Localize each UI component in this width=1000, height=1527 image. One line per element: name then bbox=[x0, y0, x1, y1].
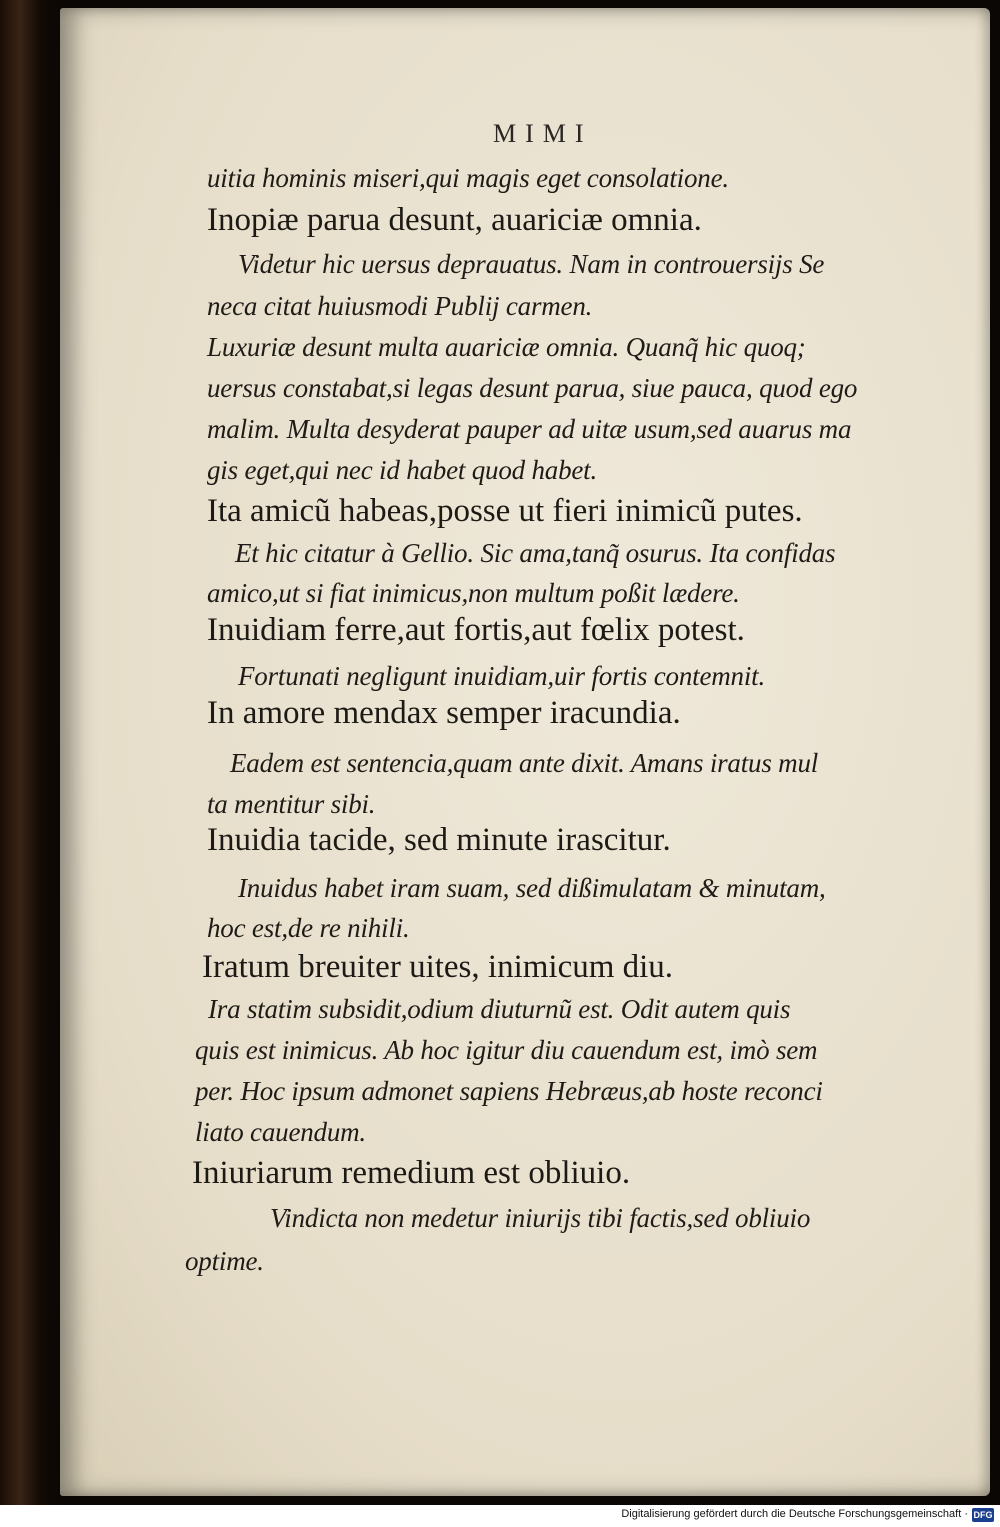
commentary-line: Luxuriæ desunt multa auariciæ omnia. Quanq̃ hic quoq; bbox=[207, 332, 806, 362]
commentary-line: Eadem est sentencia,quam ante dixit. Amans iratus mul bbox=[230, 748, 819, 778]
verse-line: Iratum breuiter uites, inimicum diu. bbox=[202, 949, 674, 985]
commentary-line: uitia hominis miseri,qui magis eget consolatione. bbox=[207, 163, 729, 193]
funding-credit: Digitalisierung gefördert durch die Deutsche Forschungsgemeinschaft · bbox=[621, 1508, 968, 1520]
commentary-line: malim. Multa desyderat pauper ad uitæ usum,sed auarus ma bbox=[207, 414, 852, 444]
verse-line: Inopiæ parua desunt, auariciæ omnia. bbox=[207, 202, 702, 238]
commentary-line: Ira statim subsidit,odium diuturnũ est. Odit autem quis bbox=[208, 994, 791, 1024]
verse-line: Inuidiam ferre,aut fortis,aut fœlix potest. bbox=[207, 612, 745, 648]
verse-line: Ita amicũ habeas,posse ut fieri inimicũ putes. bbox=[207, 493, 803, 529]
commentary-line: liato cauendum. bbox=[195, 1117, 366, 1147]
commentary-line: ta mentitur sibi. bbox=[207, 789, 376, 819]
commentary-line: neca citat huiusmodi Publij carmen. bbox=[207, 291, 593, 321]
running-head: MIMI bbox=[493, 119, 593, 148]
commentary-line: Vindicta non medetur iniurijs tibi factis,sed obliuio bbox=[270, 1203, 811, 1233]
page-text-block bbox=[60, 8, 990, 1496]
commentary-line: Videtur hic uersus deprauatus. Nam in controuersijs Se bbox=[238, 249, 825, 279]
verse-line: Inuidia tacide, sed minute irascitur. bbox=[207, 822, 671, 858]
commentary-line: hoc est,de re nihili. bbox=[207, 913, 410, 943]
commentary-line: uersus constabat,si legas desunt parua, siue pauca, quod ego bbox=[207, 373, 858, 403]
commentary-line: Inuidus habet iram suam, sed dißimulatam & minutam, bbox=[238, 873, 826, 903]
commentary-line: optime. bbox=[185, 1246, 264, 1276]
commentary-line: Et hic citatur à Gellio. Sic ama,tanq̃ osurus. Ita confidas bbox=[235, 538, 836, 568]
commentary-line: Fortunati negligunt inuidiam,uir fortis contemnit. bbox=[238, 661, 765, 691]
commentary-line: amico,ut si fiat inimicus,non multum poßit lædere. bbox=[207, 578, 740, 608]
commentary-line: quis est inimicus. Ab hoc igitur diu cauendum est, imò sem bbox=[195, 1035, 818, 1065]
commentary-line: gis eget,qui nec id habet quod habet. bbox=[207, 455, 598, 485]
verse-line: Iniuriarum remedium est obliuio. bbox=[192, 1155, 631, 1191]
dfg-logo: DFG bbox=[973, 1510, 993, 1520]
commentary-line: per. Hoc ipsum admonet sapiens Hebræus,ab hoste reconci bbox=[195, 1076, 823, 1106]
book-page bbox=[60, 8, 990, 1496]
verse-line: In amore mendax semper iracundia. bbox=[207, 695, 681, 731]
